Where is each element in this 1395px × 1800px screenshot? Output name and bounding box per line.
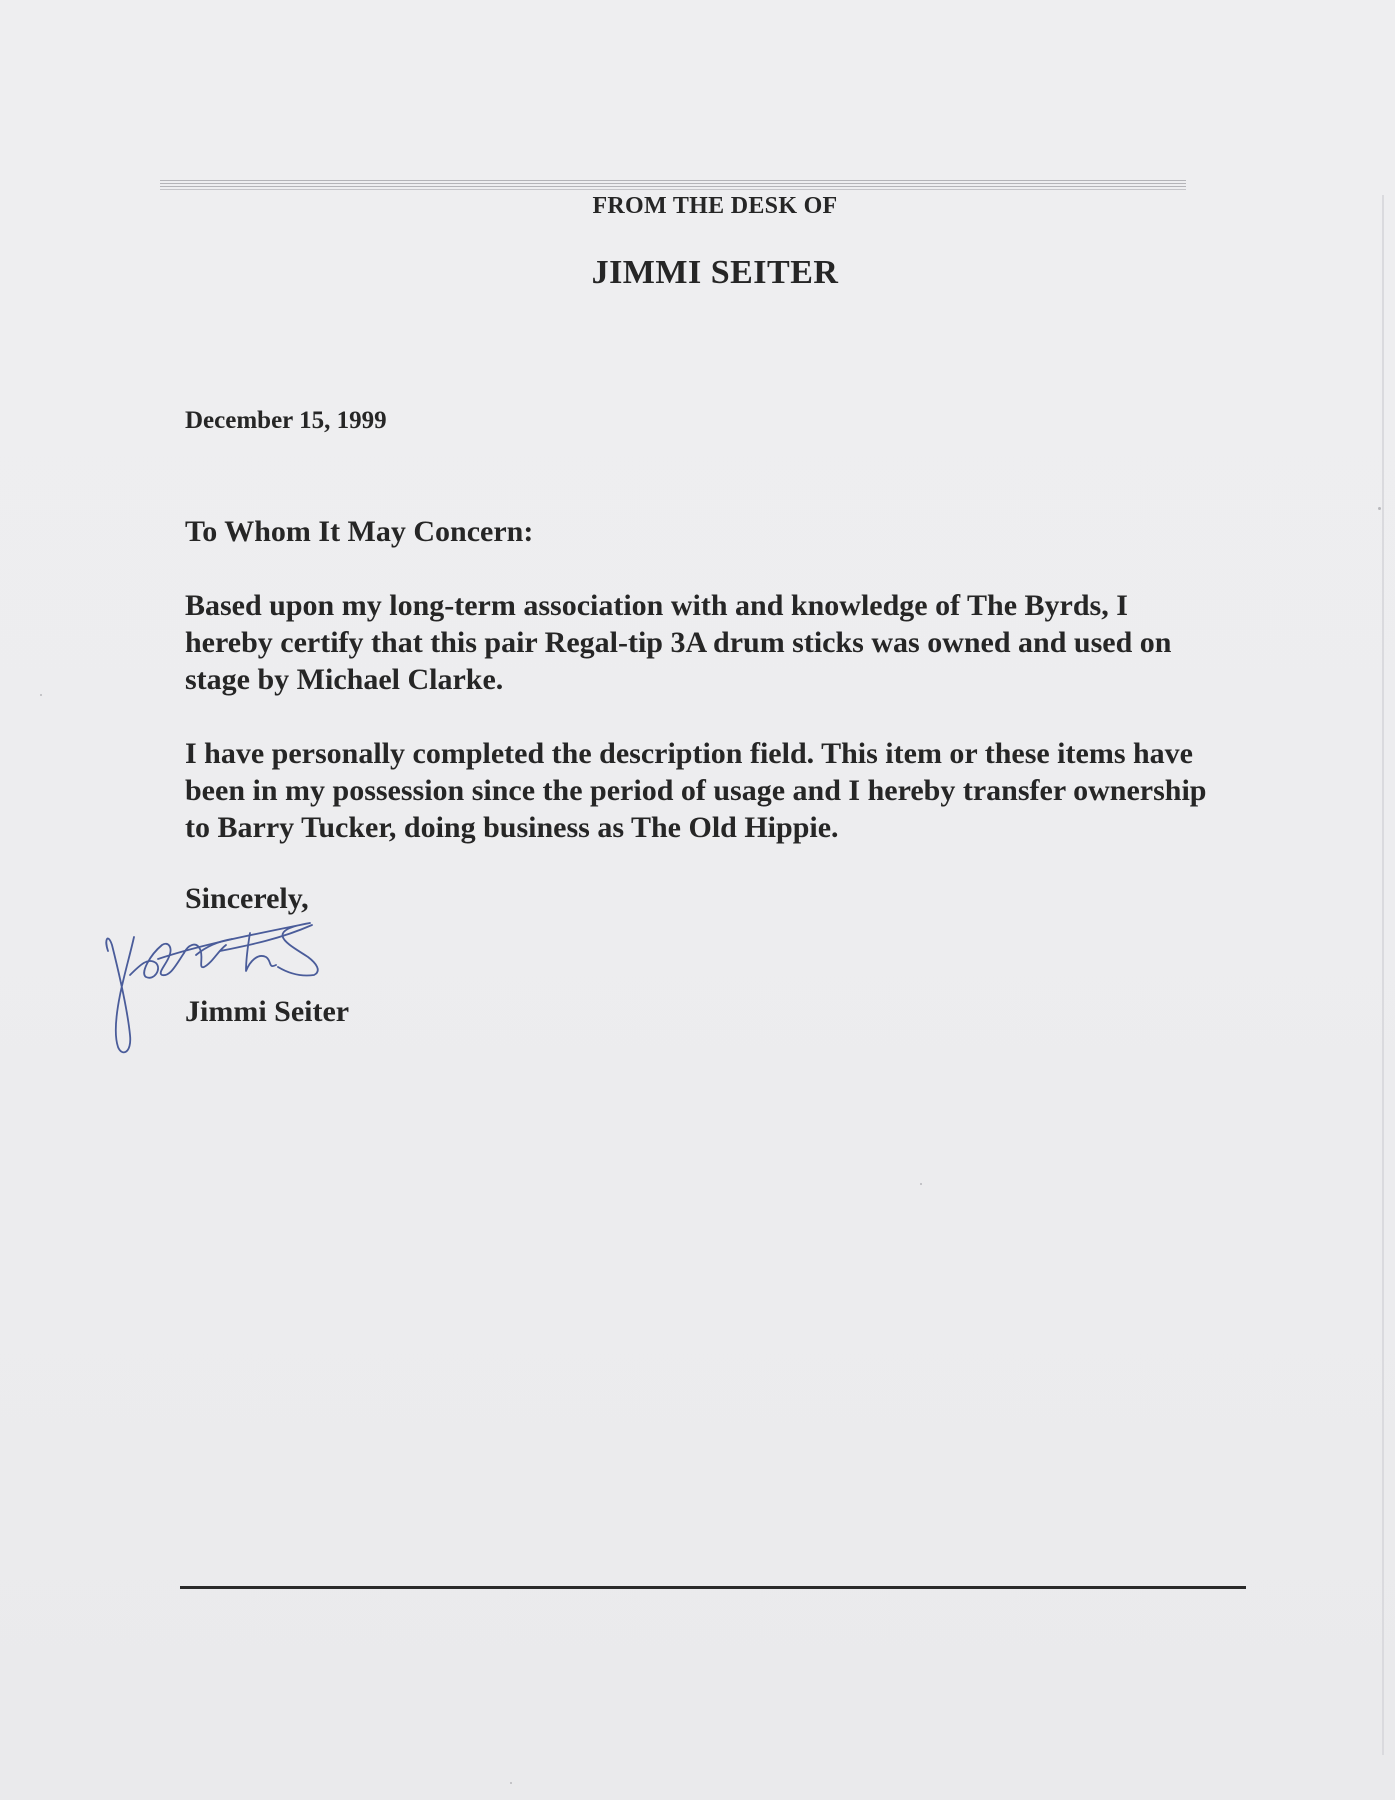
closing: Sincerely, <box>185 882 309 915</box>
signer-name: Jimmi Seiter <box>185 995 350 1028</box>
salutation: To Whom It May Concern: <box>185 515 534 548</box>
paper-speck <box>510 1782 512 1784</box>
paper-speck <box>40 694 42 696</box>
letter-date: December 15, 1999 <box>185 407 387 434</box>
footer-rule <box>180 1586 1246 1589</box>
letterhead-name: JIMMI SEITER <box>591 254 839 291</box>
body-paragraph-1: Based upon my long-term association with and knowledge of The Byrds, I hereby certify that this pair Regal-tip 3A drum sticks was owned and used on stage by Michael Clarke. <box>185 589 1172 696</box>
paper-speck <box>1378 507 1381 510</box>
paper-speck <box>920 1183 922 1185</box>
handwritten-signature <box>100 915 370 1065</box>
letterhead-from-label: FROM THE DESK OF <box>592 193 838 219</box>
body-paragraph-2: I have personally completed the description field. This item or these items have been in my possession since the period of usage and I hereby transfer ownership to Barry Tucker, doing business as The Old Hippie. <box>185 737 1207 844</box>
page-edge-shadow <box>1382 195 1384 1755</box>
letterhead-rule <box>160 180 1186 190</box>
